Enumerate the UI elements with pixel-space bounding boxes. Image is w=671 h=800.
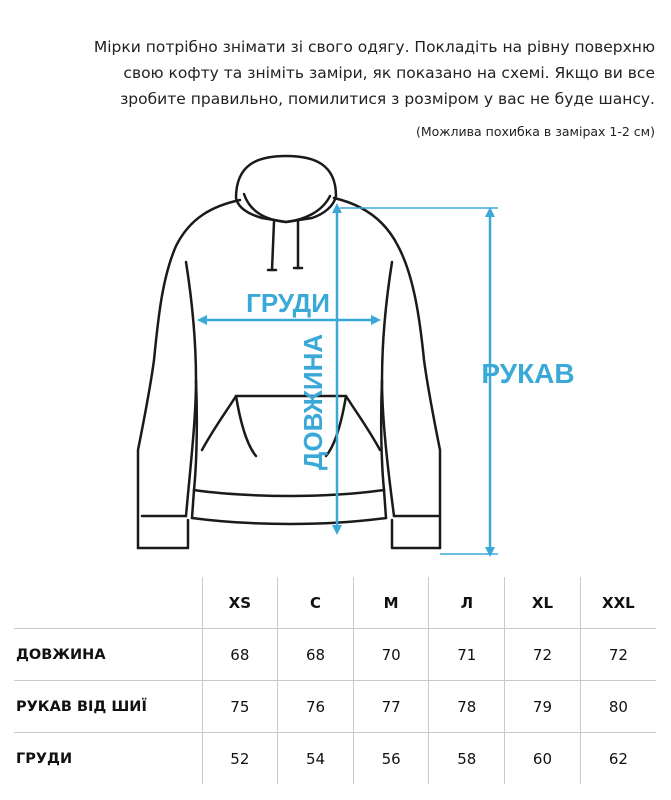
table-cell: 75 (202, 681, 278, 733)
table-cell: 80 (580, 681, 656, 733)
table-cell: 62 (608, 749, 628, 768)
size-header-xl: XL (505, 577, 581, 629)
size-header-m: М (353, 577, 429, 629)
instructions-line: свою кофту та зніміть заміри, як показано на схемі. Якщо ви все (123, 64, 655, 82)
hoodie-measurement-diagram (0, 150, 671, 570)
hoodie-outline-icon (138, 156, 440, 548)
table-cell: 79 (505, 681, 581, 733)
table-cell: 70 (353, 629, 429, 681)
size-header-s: С (278, 577, 354, 629)
table-cell: 72 (580, 629, 656, 681)
length-label: ДОВЖИНА (298, 333, 328, 471)
table-cell: 60 (505, 733, 581, 785)
instructions-line: Мірки потрібно знімати зі свого одягу. Покладіть на рівну поверхню (93, 38, 655, 56)
table-row (14, 733, 656, 785)
size-header-xs: XS (202, 577, 278, 629)
table-cell: 77 (353, 681, 429, 733)
table-header-row (14, 577, 656, 629)
table-cell: 72 (505, 629, 581, 681)
table-row (14, 681, 656, 733)
instructions-line: зробите правильно, помилитися з розміром у вас не буде шансу. (120, 90, 655, 108)
instructions-text (35, 34, 655, 112)
row-label-chest: ГРУДИ (14, 733, 202, 785)
table-cell: 68 (278, 629, 354, 681)
table-cell: 68 (202, 629, 278, 681)
size-header-l: Л (429, 577, 505, 629)
table-cell: 56 (353, 733, 429, 785)
table-cell: 58 (429, 733, 505, 785)
table-cell: 52 (202, 733, 278, 785)
sleeve-label: РУКАВ (481, 358, 575, 389)
table-header-corner (14, 577, 202, 629)
row-label-sleeve: РУКАВ ВІД ШИЇ (14, 681, 202, 733)
table-cell: 54 (278, 733, 354, 785)
table-cell: 71 (429, 629, 505, 681)
size-header-xxl: XXL (580, 577, 656, 629)
row-label-length: ДОВЖИНА (14, 629, 202, 681)
chest-label: ГРУДИ (246, 288, 330, 318)
size-chart-table (14, 577, 656, 784)
table-row (14, 629, 656, 681)
table-cell: 76 (278, 681, 354, 733)
measurement-arrow-icon (202, 208, 498, 554)
measurement-error-note: (Можлива похибка в замірах 1-2 см) (415, 124, 655, 139)
table-cell: 78 (429, 681, 505, 733)
